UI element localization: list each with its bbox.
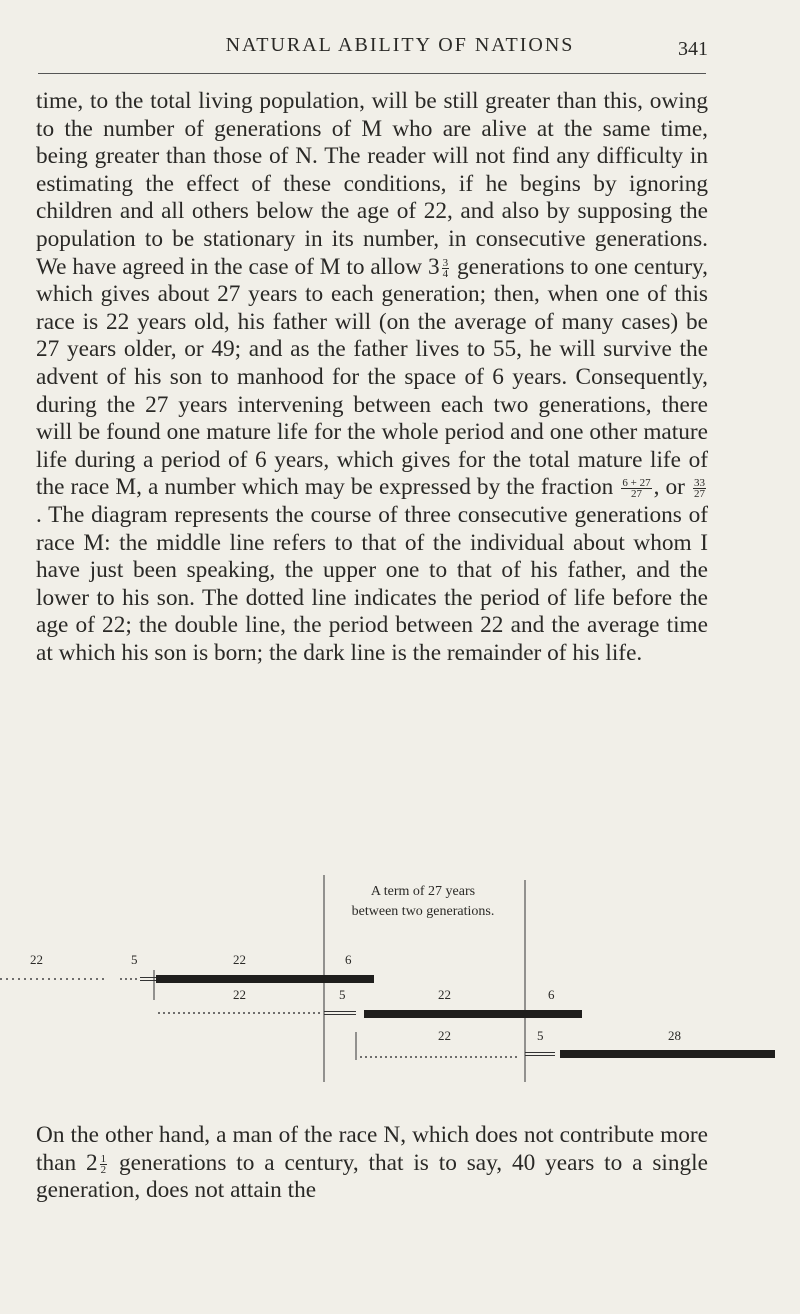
father-double-label: 5 bbox=[131, 952, 138, 967]
running-head: NATURAL ABILITY OF NATIONS bbox=[225, 34, 575, 56]
fraction bbox=[442, 258, 450, 279]
fraction-numerator: 3 bbox=[442, 256, 449, 269]
mixed-fraction bbox=[86, 1150, 109, 1176]
text-segment: On the other hand, a man of the race N, which does not contribute more than bbox=[36, 1122, 708, 1176]
middle-double-label: 5 bbox=[339, 987, 346, 1002]
father-dark-label: 22 bbox=[233, 952, 246, 967]
son-double-label: 5 bbox=[537, 1028, 544, 1043]
fraction-33-27 bbox=[693, 478, 706, 499]
text-segment: generations to a century, that is to say, 40 years to a single generation, does not attain the bbox=[36, 1149, 708, 1204]
fraction-denominator: 4 bbox=[442, 267, 449, 280]
term-caption bbox=[322, 882, 524, 922]
middle-dark-line bbox=[364, 1010, 582, 1018]
son-dark-label: 28 bbox=[668, 1028, 681, 1043]
caption-line: between two generations. bbox=[351, 904, 495, 919]
fraction-denominator: 2 bbox=[100, 1163, 107, 1176]
father-dark-remainder-label: 6 bbox=[345, 952, 352, 967]
father-dark-line bbox=[156, 975, 374, 983]
mixed-whole: 2 bbox=[85, 1149, 98, 1176]
fraction-numerator: 1 bbox=[100, 1152, 107, 1165]
fraction-numerator: 33 bbox=[694, 477, 705, 490]
fraction-denominator: 27 bbox=[630, 488, 642, 501]
fraction-6-plus-27 bbox=[621, 478, 651, 499]
son-dotted-label: 22 bbox=[438, 1028, 451, 1043]
text-segment: generations to one century, which gives about 27 years to each generation; then, when one of this race is 22 years old, his father will (on the average of many cases) be 27 years older, or 49; and as the father lives to 55, he will survive the advent of his son to manhood for the space of 6 years. Consequently, during the 27 years intervening between each two generations, there will be found one mature life for the whole period and one other mature life during a period of 6 years, which gives for the total mature life of the race M, a number which may be expressed by the fraction bbox=[36, 253, 708, 501]
middle-dark-label: 22 bbox=[438, 987, 451, 1002]
generations-diagram bbox=[0, 870, 800, 1095]
text-segment: . The diagram represents the course of three consecutive generations of race M: the middle line refers to that of the individual about whom I have just been speaking, the upper one to that of his father, and the lower to his son. The dotted line indicates the period of life before the age of 22; the double line, the period between 22 and the average time at which his son is born; the dark line is the remainder of his life. bbox=[36, 501, 708, 666]
text-segment: , or bbox=[653, 474, 691, 501]
main-paragraph bbox=[36, 88, 708, 667]
fraction bbox=[100, 1154, 108, 1175]
father-dotted-label: 22 bbox=[30, 952, 43, 967]
middle-dotted-label: 22 bbox=[233, 987, 246, 1002]
closing-paragraph bbox=[36, 1122, 708, 1205]
fraction-numerator: 6 + 27 bbox=[622, 477, 651, 490]
mixed-fraction bbox=[428, 254, 451, 280]
caption-line: A term of 27 years bbox=[370, 884, 476, 899]
page-header bbox=[0, 30, 800, 70]
text-segment: time, to the total living population, will be still greater than this, owing to the number of generations of M who are alive at the same time, being greater than those of N. The reader will not find any difficulty in estimating the effect of these conditions, if he begins by ignoring children and all others below the age of 22, and also by supposing the population to be stationary in its number, in consecutive generations. We have agreed in the case of M to allow bbox=[36, 88, 708, 280]
middle-dark-remainder-label: 6 bbox=[548, 987, 555, 1002]
page-number: 341 bbox=[678, 38, 708, 60]
header-rule bbox=[38, 73, 706, 74]
mixed-whole: 3 bbox=[428, 253, 440, 280]
son-dark-line bbox=[560, 1050, 775, 1058]
fraction-denominator: 27 bbox=[694, 488, 705, 501]
